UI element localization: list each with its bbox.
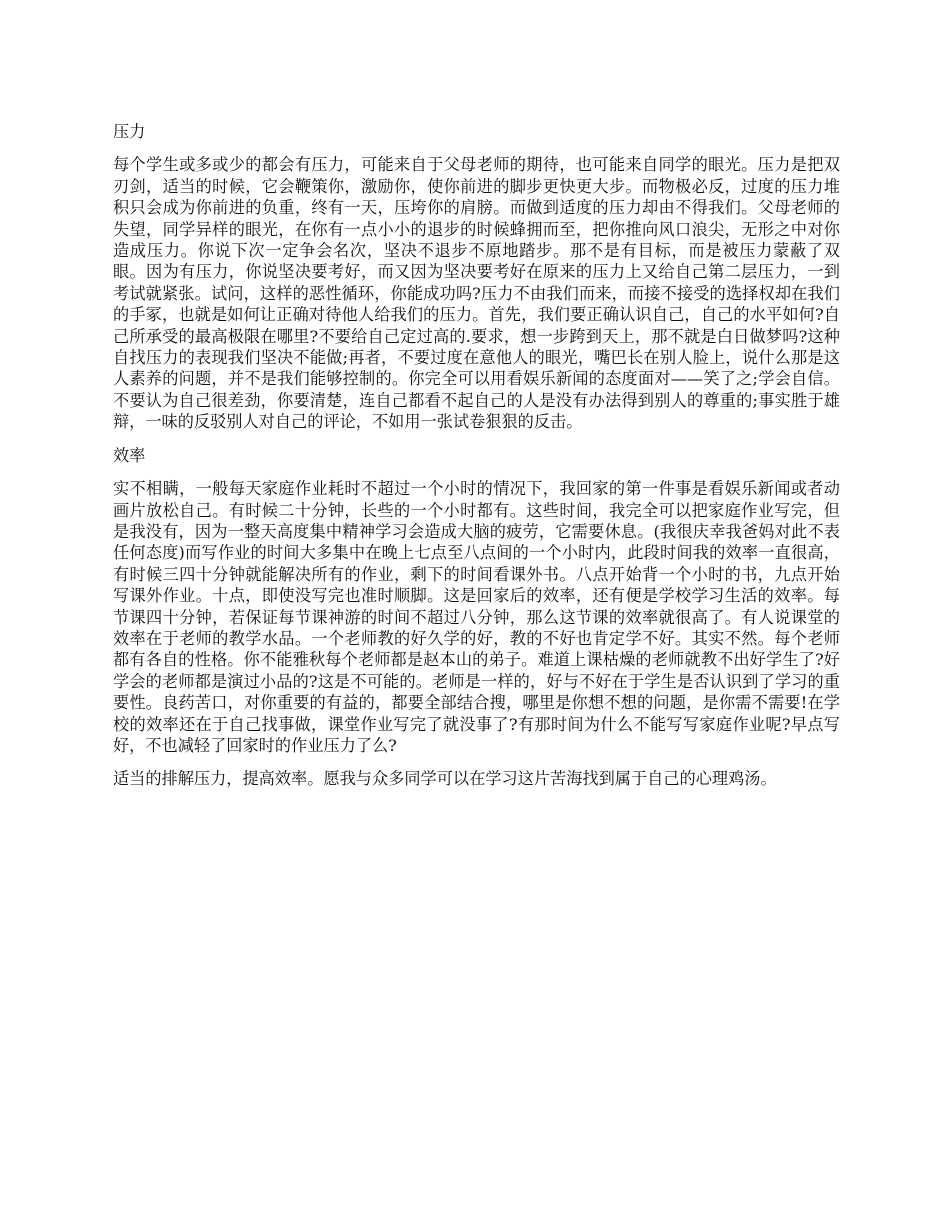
paragraph-efficiency: 实不相瞒，一般每天家庭作业耗时不超过一个小时的情况下，我回家的第一件事是看娱乐新闻或者动画片放松自己。有时候二十分钟，长些的一个小时都有。这些时间，我完全可以把家庭作业写完，但是我没有，因为一整天高度集中精神学习会造成大脑的疲劳，它需要休息。(我很庆幸我爸妈对此不表任何态度)而写作业的时间大多集中在晚上七点至八点间的一个小时内，此段时间我的效率一直很高，有时候三四十分钟就能解决所有的作业，剩下的时间看课外书。八点开始背一个小时的书，九点开始写课外作业。十点，即使没写完也准时顺脚。这是回家后的效率，还有便是学校学习生活的效率。每节课四十分钟，若保证每节课神游的时间不超过八分钟，那么这节课的效率就很高了。有人说课堂的效率在于老师的教学水品。一个老师教的好久学的好，教的不好也肯定学不好。其实不然。每个老师都有各自的性格。你不能雅秋每个老师都是赵本山的弟子。难道上课枯燥的老师就教不出好学生了?好学会的老师都是演过小品的?这是不可能的。老师是一样的，好与不好在于学生是否认识到了学习的重要性。良药苦口，对你重要的有益的，都要全部结合搜，哪里是你想不想的问题，是你需不需要!在学校的效率还在于自己找事做，课堂作业写完了就没事了?有那时间为什么不能写写家庭作业呢?早点写好，不也减轻了回家时的作业压力了么? (113, 479, 840, 755)
paragraph-conclusion: 适当的排解压力，提高效率。愿我与众多同学可以在学习这片苦海找到属于自己的心理鸡汤。 (113, 769, 777, 789)
paragraph-pressure: 每个学生或多或少的都会有压力，可能来自于父母老师的期待，也可能来自同学的眼光。压力是把双刃剑，适当的时候，它会鞭策你，激励你，使你前进的脚步更快更大步。而物极必反，过度的压力堆积只会成为你前进的负重，终有一天，压垮你的肩膀。而做到适度的压力却由不得我们。父母老师的失望，同学异样的眼光，在你有一点小小的退步的时候蜂拥而至，把你推向风口浪尖，无形之中对你造成压力。你说下次一定争会名次，坚决不退步不原地踏步。那不是有目标，而是被压力蒙蔽了双眼。因为有压力，你说坚决要考好，而又因为坚决要考好在原来的压力上又给自己第二层压力，一到考试就紧张。试问，这样的恶性循环，你能成功吗?压力不由我们而来，而接不接受的选择权却在我们的手冢，也就是如何让正确对待他人给我们的压力。首先，我们要正确认识自己，自己的水平如何?自己所承受的最高极限在哪里?不要给自己定过高的.要求，想一步跨到天上，那不就是白日做梦吗?这种自找压力的表现我们坚决不能做;再者，不要过度在意他人的眼光，嘴巴长在别人脸上，说什么那是这人素养的问题，并不是我们能够控制的。你完全可以用看娱乐新闻的态度面对——笑了之;学会自信。不要认为自己很差劲，你要清楚，连自己都看不起自己的人是没有办法得到别人的尊重的;事实胜于雄辩，一味的反驳别人对自己的评论，不如用一张试卷狠狠的反击。 (113, 155, 840, 432)
document-body (113, 121, 840, 802)
section-title-efficiency: 效率 (113, 445, 146, 465)
section-title-pressure: 压力 (113, 122, 146, 141)
